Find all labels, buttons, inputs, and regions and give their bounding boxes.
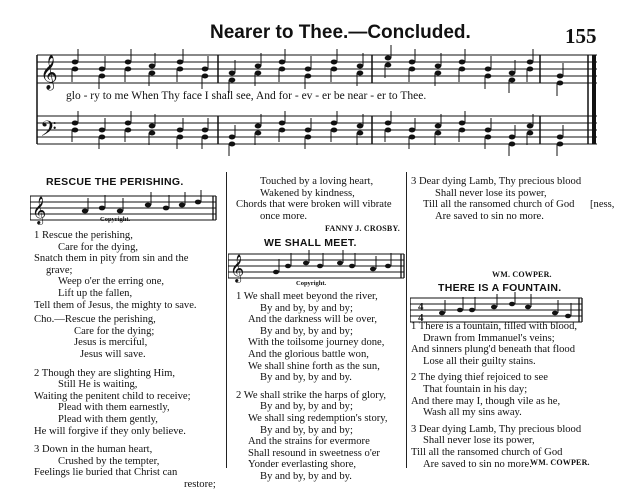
hymn-title-rescue: RESCUE THE PERISHING. xyxy=(46,176,184,188)
verse-line: 2 Though they are slighting Him, xyxy=(34,367,176,379)
top-hymn-lyrics: glo - ry to me When Thy face I shall see, And for - ev - er be near - er to Thee. xyxy=(66,90,427,102)
notehead xyxy=(229,71,236,76)
notehead xyxy=(202,135,209,140)
notehead xyxy=(509,71,516,76)
notehead xyxy=(125,121,132,126)
notehead xyxy=(357,64,364,69)
notehead xyxy=(485,135,492,140)
notehead xyxy=(357,71,364,76)
verse-line: 1 We shall meet beyond the river, xyxy=(236,291,378,302)
notehead xyxy=(485,128,492,133)
notehead xyxy=(72,60,79,65)
verse-line: Shall never lose its power, xyxy=(435,187,547,199)
verse-line: Drawn from Immanuel's veins; xyxy=(423,332,555,344)
svg-text:4: 4 xyxy=(418,312,424,324)
notehead xyxy=(229,135,236,140)
notehead xyxy=(357,124,364,129)
verse-line: Touched by a loving heart, xyxy=(260,176,374,187)
notehead xyxy=(527,131,534,136)
notehead xyxy=(527,124,534,129)
verse-line: once more. xyxy=(260,210,308,222)
notehead xyxy=(255,124,262,129)
column-divider xyxy=(226,172,227,468)
chorus-line: Care for the dying; xyxy=(74,325,155,337)
music-staff-we-shall-meet xyxy=(228,248,408,284)
verse-line: Shall never lose its power, xyxy=(423,435,535,447)
verse-line: Plead with them gently, xyxy=(58,413,158,425)
verse-line: 2 We shall strike the harps of glory, xyxy=(236,389,387,401)
verse-line: Till all the ransomed church of God xyxy=(411,446,563,458)
notehead xyxy=(435,131,442,136)
hymn-title-fountain: THERE IS A FOUNTAIN. xyxy=(438,282,562,294)
we-shall-meet-verse3 xyxy=(411,176,581,222)
verse-line: Till all the ransomed church of God xyxy=(423,199,575,211)
rescue-continued xyxy=(236,176,392,222)
verse-line: By and by, by and by; xyxy=(260,302,353,314)
verse-line: restore; xyxy=(184,478,216,490)
notehead xyxy=(409,135,416,140)
notehead xyxy=(125,67,132,72)
verse-line: We shall sing redemption's story, xyxy=(248,412,388,424)
notehead xyxy=(72,128,79,133)
verse-line: grave; xyxy=(46,264,73,276)
chorus-line: Jesus is merciful, xyxy=(74,337,148,349)
notehead xyxy=(229,142,236,147)
fountain-verses xyxy=(411,321,581,470)
verse-line: Wakened by kindness, xyxy=(260,187,355,199)
verse-line: 2 The dying thief rejoiced to see xyxy=(411,372,548,384)
svg-text:𝄞: 𝄞 xyxy=(32,196,47,224)
verse-line: By and by, by and by. xyxy=(260,470,352,482)
notehead xyxy=(125,60,132,65)
verse-line: 3 Down in the human heart, xyxy=(34,444,153,456)
notehead xyxy=(459,121,466,126)
notehead xyxy=(357,131,364,136)
verse-line: 1 There is a fountain, filled with blood, xyxy=(411,321,578,332)
notehead xyxy=(331,121,338,126)
notehead xyxy=(409,60,416,65)
notehead xyxy=(557,142,564,147)
copyright-note: Copyright. xyxy=(100,216,131,223)
notehead xyxy=(229,78,236,83)
notehead xyxy=(459,60,466,65)
verse-line: Crushed by the tempter, xyxy=(58,455,160,467)
svg-text:4: 4 xyxy=(418,301,424,313)
notehead xyxy=(435,71,442,76)
verse-line: Shall resound in sweetness o'er xyxy=(248,447,380,459)
notehead xyxy=(149,64,156,69)
notehead xyxy=(409,128,416,133)
verse-line: That fountain in his day; xyxy=(423,383,528,395)
notehead xyxy=(435,64,442,69)
notehead xyxy=(279,121,286,126)
notehead xyxy=(385,121,392,126)
column-divider xyxy=(406,172,407,468)
verse-line: And the strains for evermore xyxy=(248,436,370,448)
notehead xyxy=(459,67,466,72)
notehead xyxy=(509,78,516,83)
verse-line: By and by, by and by; xyxy=(260,401,353,413)
notehead xyxy=(177,67,184,72)
verse-line: 3 Dear dying Lamb, Thy precious blood xyxy=(411,423,582,435)
verse-line: And sinners plung'd beneath that flood xyxy=(411,344,576,356)
verse-line: Chords that were broken will vibrate xyxy=(236,199,392,211)
verse-line: Waiting the penitent child to receive; xyxy=(34,390,191,402)
verse-line: He will forgive if they only believe. xyxy=(34,425,186,437)
notehead xyxy=(177,60,184,65)
verse-line: By and by, by and by. xyxy=(260,372,352,384)
verse-line: Wash all my sins away. xyxy=(423,407,522,419)
notehead xyxy=(305,128,312,133)
verse-line: Tell them of Jesus, the mighty to save. xyxy=(34,299,197,311)
svg-text:𝄞: 𝄞 xyxy=(230,254,245,282)
verse-line: By and by, by and by; xyxy=(260,424,353,436)
copyright-note: Copyright. xyxy=(296,280,327,287)
notehead xyxy=(202,74,209,79)
verse-line: With the toilsome journey done, xyxy=(248,337,385,349)
verse-line: Yonder everlasting shore, xyxy=(248,459,357,471)
notehead xyxy=(177,135,184,140)
verse-line: And the glorious battle won, xyxy=(248,348,369,360)
chorus-line: Jesus will save. xyxy=(80,348,146,360)
verse-line: Care for the dying, xyxy=(58,241,139,253)
verse-line: Are saved to sin no more. xyxy=(435,210,544,222)
page-number: 155 xyxy=(565,24,597,48)
notehead xyxy=(557,135,564,140)
notehead xyxy=(459,128,466,133)
notehead xyxy=(509,142,516,147)
notehead xyxy=(385,56,392,61)
notehead xyxy=(279,128,286,133)
verse-line: Lose all their guilty stains. xyxy=(423,355,536,367)
notehead xyxy=(385,63,392,68)
notehead xyxy=(331,67,338,72)
notehead xyxy=(279,60,286,65)
verse-line: Snatch them in pity from sin and the xyxy=(34,253,189,265)
verse-line: Are saved to sin no more. xyxy=(423,458,532,470)
verse-line: Weep o'er the erring one, xyxy=(58,276,165,288)
verse-line: Still He is waiting, xyxy=(58,379,138,391)
notehead xyxy=(279,67,286,72)
notehead xyxy=(557,74,564,79)
notehead xyxy=(99,74,106,79)
notehead xyxy=(305,74,312,79)
page-title: Nearer to Thee.—Concluded. xyxy=(210,22,471,43)
verse-line: And there may I, though vile as he, xyxy=(411,395,561,407)
svg-text:𝄞: 𝄞 xyxy=(40,55,58,90)
notehead xyxy=(385,128,392,133)
verse-line: And the darkness will be over, xyxy=(248,314,378,326)
hymn-title-we-shall-meet: WE SHALL MEET. xyxy=(264,237,357,249)
notehead xyxy=(485,74,492,79)
notehead xyxy=(99,128,106,133)
author-credit: FANNY J. CROSBY. xyxy=(325,224,400,233)
svg-text:𝄢: 𝄢 xyxy=(40,117,57,147)
notehead xyxy=(149,71,156,76)
notehead xyxy=(409,67,416,72)
verse-line: 1 Rescue the perishing, xyxy=(34,230,133,241)
verse-line: Plead with them earnestly, xyxy=(58,402,170,414)
notehead xyxy=(527,67,534,72)
notehead xyxy=(255,64,262,69)
we-shall-meet-verses xyxy=(236,291,388,483)
notehead xyxy=(331,128,338,133)
author-credit: WM. COWPER. xyxy=(530,458,590,467)
notehead xyxy=(557,81,564,86)
verse-line: 3 Dear dying Lamb, Thy precious blood xyxy=(411,176,582,187)
notehead xyxy=(331,60,338,65)
notehead xyxy=(99,67,106,72)
notehead xyxy=(305,67,312,72)
notehead xyxy=(527,60,534,65)
verse-line: Feelings lie buried that Christ can xyxy=(34,467,178,479)
verse-line: Lift up the fallen, xyxy=(58,287,133,299)
notehead xyxy=(177,128,184,133)
notehead xyxy=(485,67,492,72)
notehead xyxy=(202,67,209,72)
music-staff-grand xyxy=(0,0,640,160)
notehead xyxy=(509,135,516,140)
verse-wrap: [ness, xyxy=(590,199,615,210)
notehead xyxy=(72,121,79,126)
notehead xyxy=(149,131,156,136)
notehead xyxy=(99,135,106,140)
verse-line: By and by, by and by; xyxy=(260,325,353,337)
notehead xyxy=(149,124,156,129)
notehead xyxy=(125,128,132,133)
notehead xyxy=(202,128,209,133)
author-credit: WM. COWPER. xyxy=(492,270,552,279)
notehead xyxy=(255,131,262,136)
chorus-line: Cho.—Rescue the perishing, xyxy=(34,314,156,326)
notehead xyxy=(255,71,262,76)
notehead xyxy=(305,135,312,140)
notehead xyxy=(435,124,442,129)
notehead xyxy=(72,67,79,72)
rescue-verses xyxy=(34,230,216,490)
verse-line: We shall shine forth as the sun, xyxy=(248,360,380,372)
